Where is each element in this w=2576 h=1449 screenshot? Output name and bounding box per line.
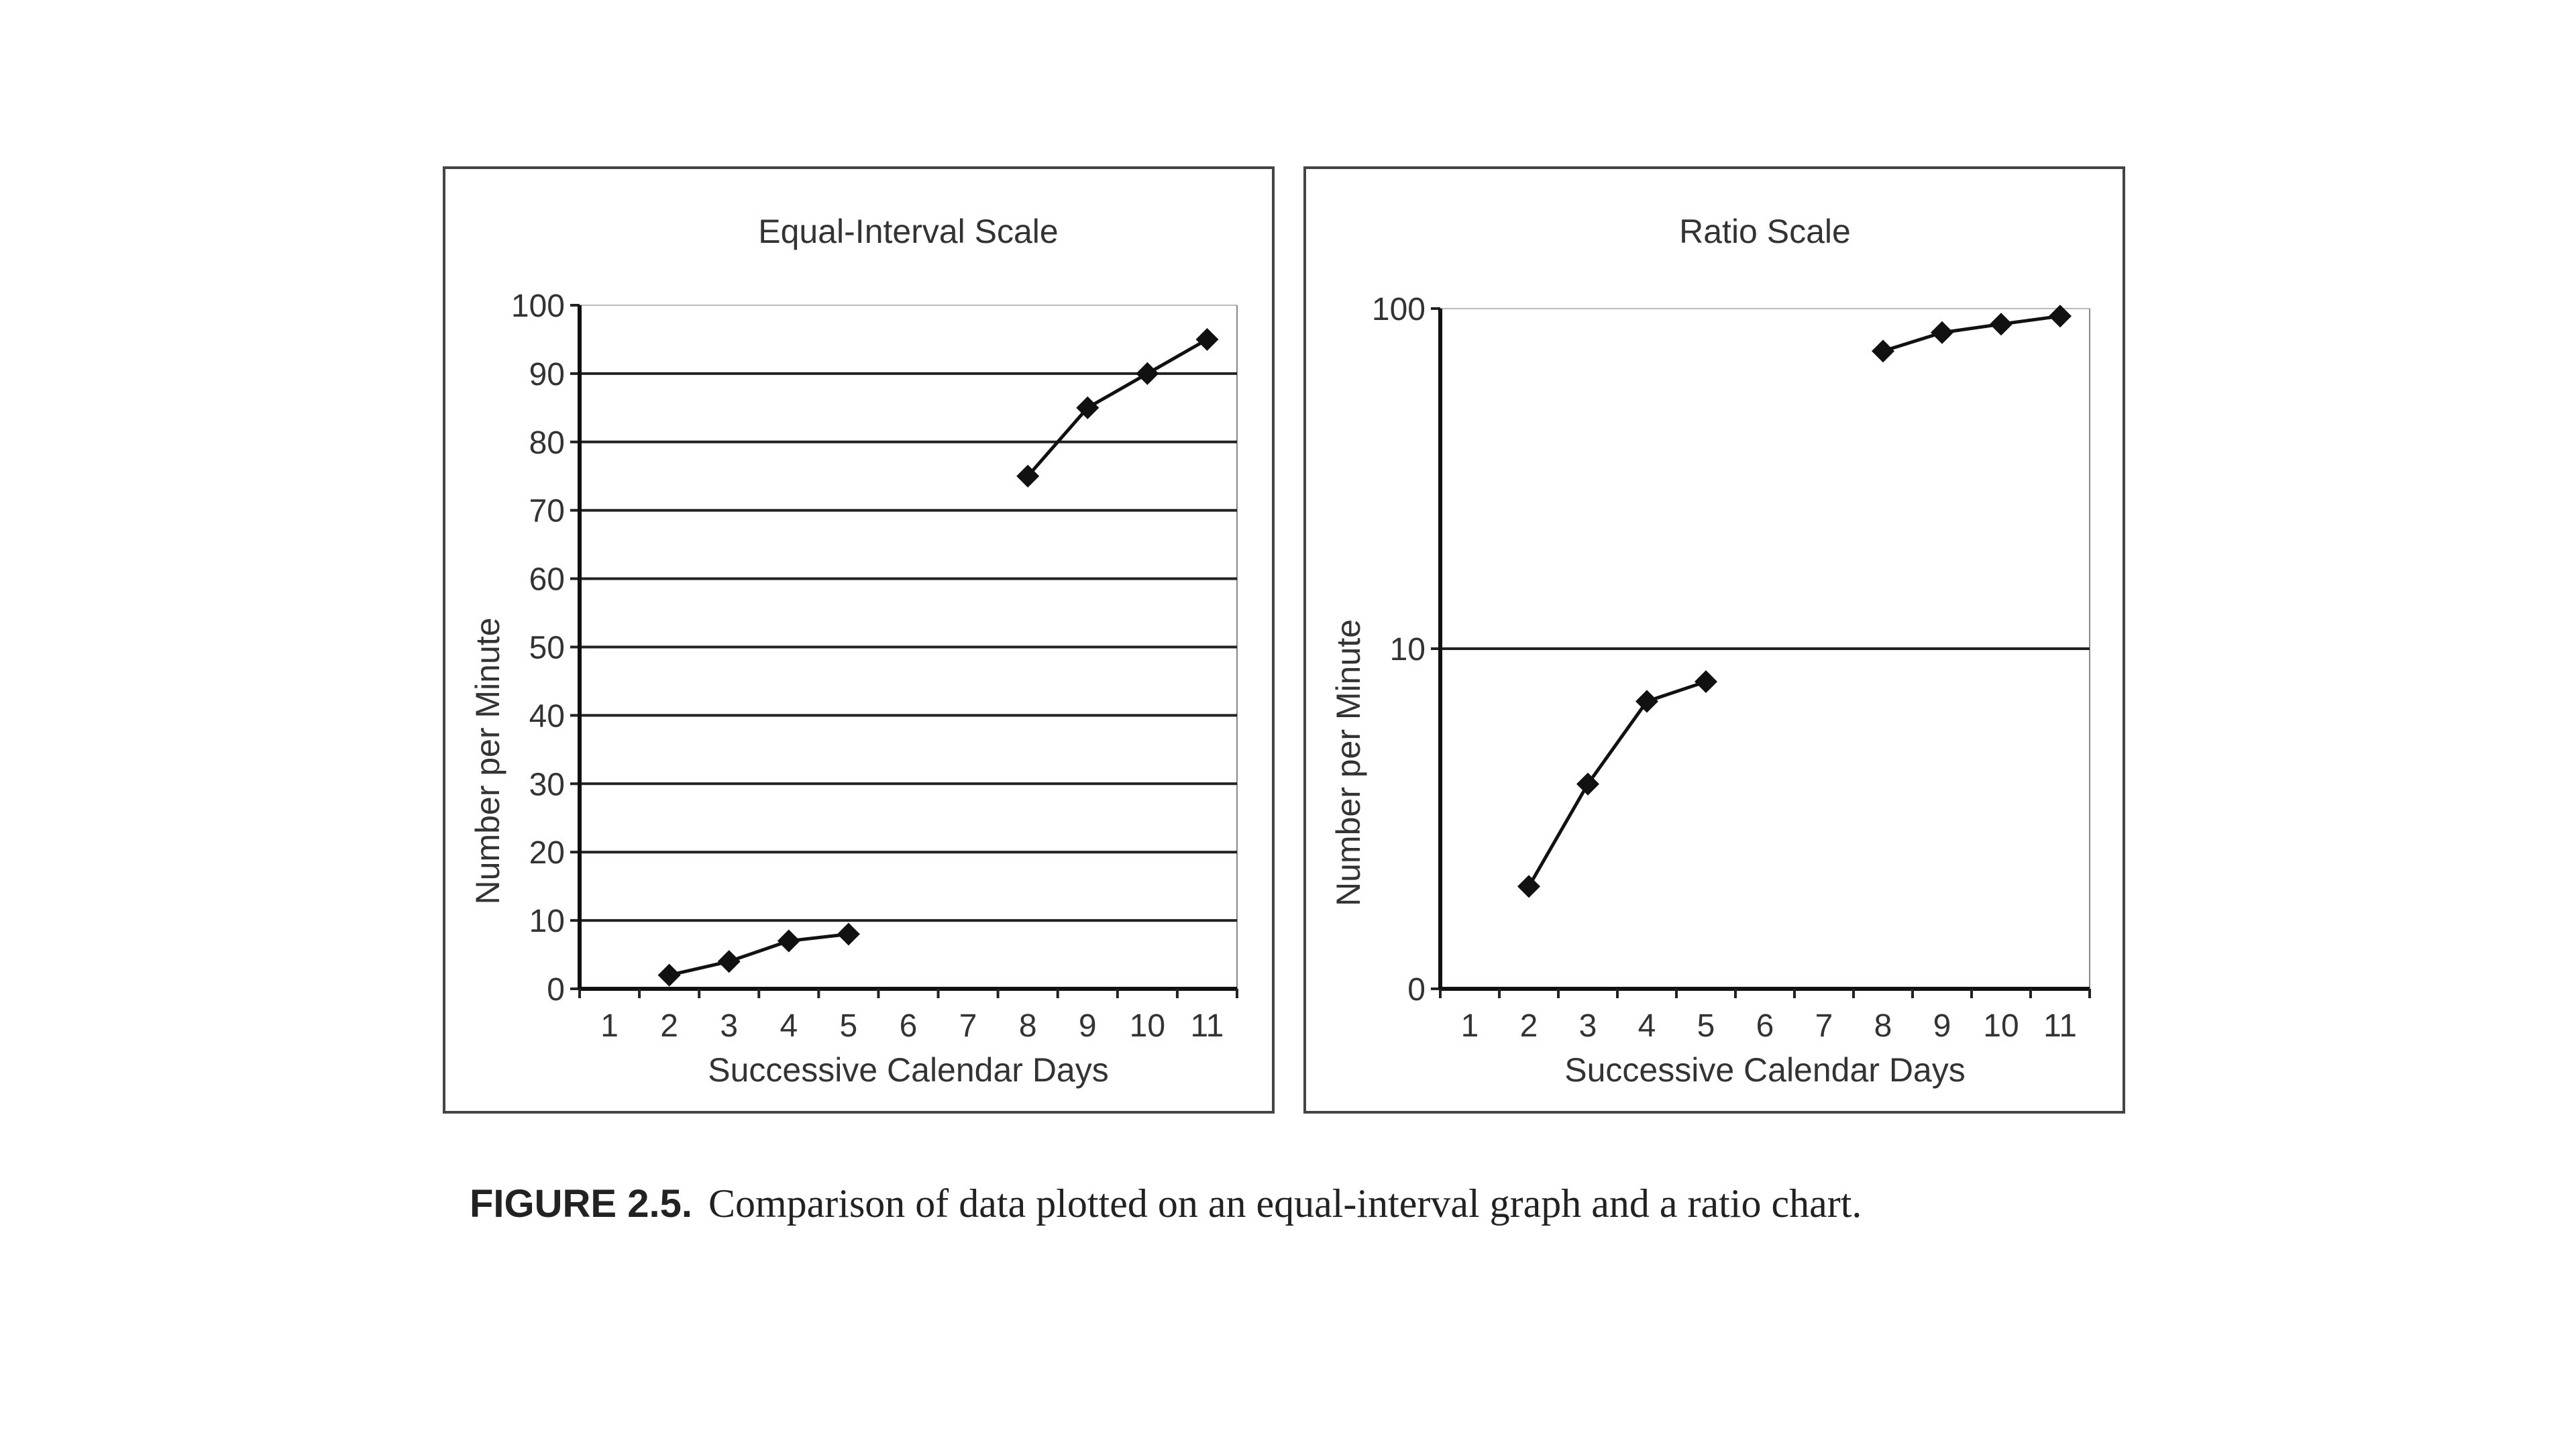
- figure-caption: [470, 1181, 2106, 1227]
- x-tick-label: 6: [1756, 1008, 1774, 1044]
- chart-title: Ratio Scale: [1679, 213, 1851, 250]
- series-line: [1028, 339, 1207, 476]
- data-point: [1517, 875, 1540, 898]
- x-axis-label: Successive Calendar Days: [708, 1051, 1109, 1089]
- y-tick-label: 80: [529, 425, 565, 461]
- y-tick-label: 70: [529, 493, 565, 529]
- caption-label: FIGURE 2.5.: [470, 1182, 692, 1226]
- x-tick-label: 9: [1078, 1008, 1097, 1044]
- x-tick-label: 6: [899, 1008, 918, 1044]
- data-point: [658, 964, 681, 987]
- x-tick-label: 8: [1018, 1008, 1037, 1044]
- y-tick-label: 100: [1371, 292, 1426, 327]
- x-tick-label: 7: [1815, 1008, 1833, 1044]
- x-tick-label: 10: [1983, 1008, 2019, 1044]
- equal-interval-chart-panel: [443, 166, 1275, 1114]
- data-point: [1872, 339, 1894, 362]
- data-point: [1635, 690, 1658, 713]
- y-tick-label: 0: [547, 972, 565, 1008]
- x-tick-label: 8: [1874, 1008, 1892, 1044]
- y-tick-label: 20: [529, 835, 565, 871]
- series-line: [1883, 316, 2060, 351]
- y-axis-label: Number per Minute: [469, 617, 506, 905]
- chart-title: Equal-Interval Scale: [758, 213, 1059, 250]
- data-point: [1695, 670, 1717, 693]
- x-tick-label: 9: [1933, 1008, 1951, 1044]
- data-point: [1931, 321, 1953, 344]
- series-line: [1529, 682, 1706, 886]
- y-tick-label: 50: [529, 630, 565, 666]
- series-line: [669, 934, 849, 975]
- data-point: [718, 950, 741, 973]
- x-axis-label: Successive Calendar Days: [1564, 1051, 1966, 1089]
- data-point: [777, 930, 800, 953]
- x-tick-label: 4: [1638, 1008, 1656, 1044]
- x-tick-label: 1: [1460, 1008, 1479, 1044]
- x-tick-label: 1: [600, 1008, 619, 1044]
- y-tick-label: 40: [529, 698, 565, 735]
- data-point: [1136, 362, 1159, 385]
- x-tick-label: 5: [1697, 1008, 1715, 1044]
- caption-text: Comparison of data plotted on an equal-interval graph and a ratio chart.: [708, 1181, 1862, 1226]
- x-tick-label: 11: [2043, 1008, 2077, 1044]
- ratio-chart-panel: [1303, 166, 2125, 1114]
- y-tick-label: 10: [1389, 632, 1426, 667]
- data-point: [1990, 313, 2012, 335]
- y-tick-label: 30: [529, 767, 565, 803]
- y-axis-label: Number per Minute: [1330, 619, 1367, 906]
- x-tick-label: 5: [839, 1008, 858, 1044]
- equal-interval-chart: [445, 169, 1272, 1111]
- x-tick-label: 11: [1190, 1008, 1224, 1044]
- x-tick-label: 3: [720, 1008, 739, 1044]
- data-point: [837, 922, 860, 945]
- x-tick-label: 7: [959, 1008, 977, 1044]
- ratio-chart: [1306, 169, 2123, 1111]
- y-tick-label: 60: [529, 561, 565, 598]
- x-tick-label: 2: [660, 1008, 678, 1044]
- data-point: [1576, 773, 1599, 796]
- x-tick-label: 4: [780, 1008, 798, 1044]
- x-tick-label: 3: [1578, 1008, 1597, 1044]
- y-tick-label: 0: [1407, 972, 1426, 1008]
- x-tick-label: 10: [1129, 1008, 1166, 1044]
- data-point: [1195, 328, 1218, 351]
- y-tick-label: 10: [529, 904, 565, 940]
- y-tick-label: 100: [511, 288, 565, 324]
- y-tick-label: 90: [529, 356, 565, 392]
- x-tick-label: 2: [1519, 1008, 1538, 1044]
